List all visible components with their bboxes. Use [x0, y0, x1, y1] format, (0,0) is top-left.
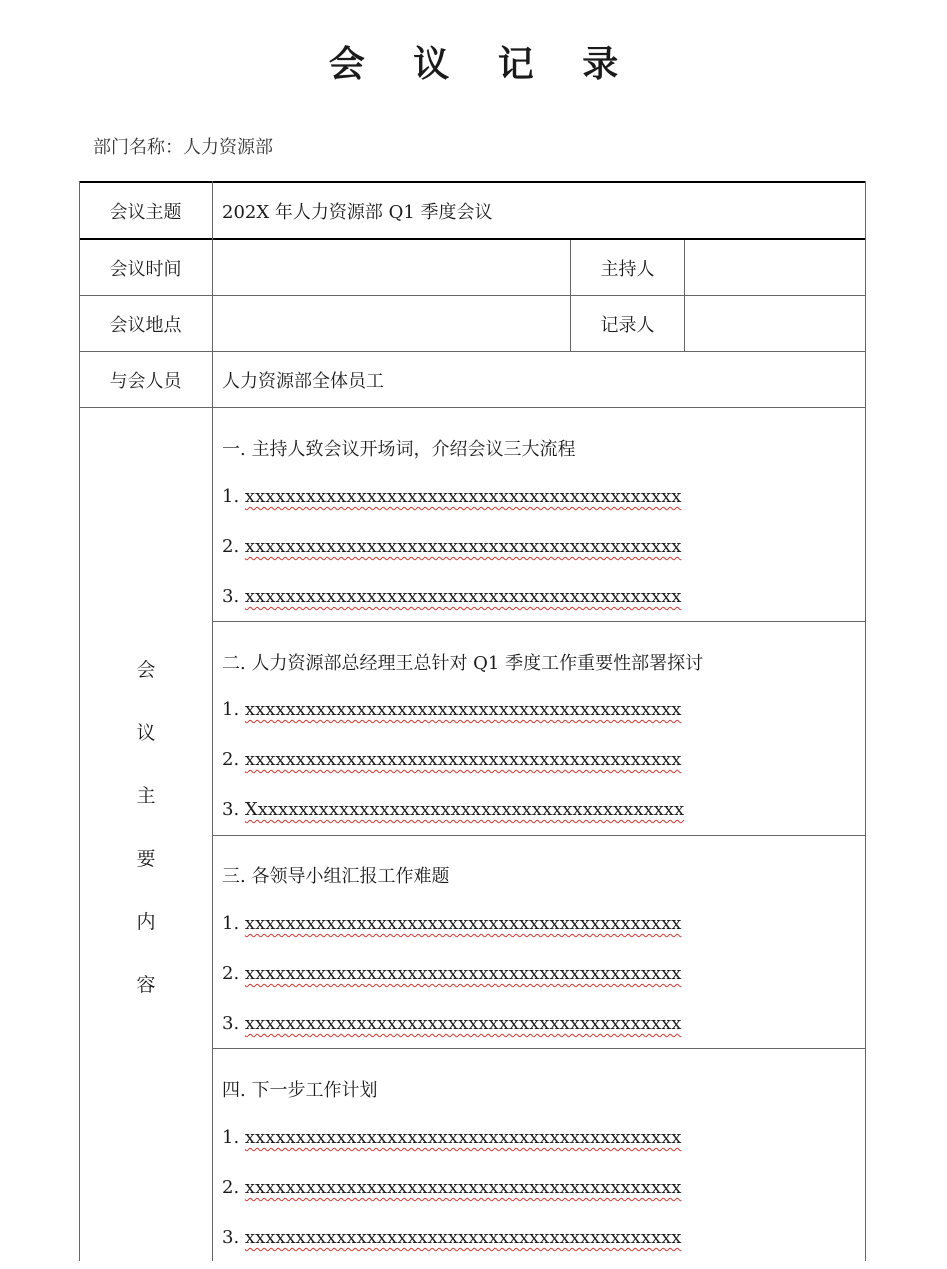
item-number: 3. — [222, 586, 240, 607]
section-divider — [213, 835, 866, 836]
list-item[interactable] — [222, 1127, 681, 1148]
item-text: xxxxxxxxxxxxxxxxxxxxxxxxxxxxxxxxxxxxxxxxxxx — [244, 913, 682, 934]
department-label: 部门名称： — [93, 137, 183, 158]
list-item[interactable] — [222, 1227, 681, 1248]
recorder-label: 记录人 — [600, 314, 655, 336]
item-number: 1. — [222, 1127, 240, 1148]
item-number: 3. — [222, 1227, 240, 1248]
content-label-char: 议 — [136, 722, 156, 744]
section-divider — [213, 1048, 866, 1049]
list-item[interactable] — [222, 699, 681, 720]
time-value[interactable] — [222, 240, 562, 295]
item-number: 1. — [222, 699, 240, 720]
content-label-char: 主 — [136, 785, 156, 807]
content-label-char: 内 — [136, 911, 156, 933]
item-number: 1. — [222, 913, 240, 934]
item-text: xxxxxxxxxxxxxxxxxxxxxxxxxxxxxxxxxxxxxxxxxxx — [244, 1013, 682, 1034]
department-line — [93, 133, 273, 159]
row-divider — [79, 407, 866, 408]
list-item[interactable] — [222, 536, 681, 557]
document-title: 会 议 记 录 — [328, 43, 637, 85]
content-label-char: 容 — [136, 974, 156, 996]
host-value[interactable] — [694, 240, 859, 295]
item-text: xxxxxxxxxxxxxxxxxxxxxxxxxxxxxxxxxxxxxxxxxxx — [244, 486, 682, 507]
content-label-char: 会 — [136, 659, 156, 681]
item-number: 3. — [222, 1013, 240, 1034]
item-text: xxxxxxxxxxxxxxxxxxxxxxxxxxxxxxxxxxxxxxxxxxx — [244, 536, 682, 557]
item-number: 2. — [222, 1177, 240, 1198]
item-text: xxxxxxxxxxxxxxxxxxxxxxxxxxxxxxxxxxxxxxxxxxx — [244, 963, 682, 984]
item-number: 2. — [222, 536, 240, 557]
meeting-record-table — [79, 181, 866, 1261]
item-number: 1. — [222, 486, 240, 507]
department-value: 人力资源部 — [183, 137, 273, 158]
list-item[interactable] — [222, 486, 681, 507]
content-label-char: 要 — [136, 848, 156, 870]
list-item[interactable] — [222, 586, 681, 607]
location-value[interactable] — [222, 296, 562, 351]
list-item[interactable] — [222, 749, 681, 770]
subject-label: 会议主题 — [109, 201, 182, 223]
table-right-border — [865, 181, 866, 1261]
item-text: xxxxxxxxxxxxxxxxxxxxxxxxxxxxxxxxxxxxxxxxxxx — [244, 586, 682, 607]
section-title: 一. 主持人致会议开场词，介绍会议三大流程 — [222, 439, 576, 460]
content-label — [79, 659, 213, 1037]
list-item[interactable] — [222, 963, 681, 984]
item-number: 2. — [222, 749, 240, 770]
host-label: 主持人 — [600, 258, 655, 280]
list-item[interactable] — [222, 913, 681, 934]
list-item[interactable] — [222, 799, 684, 820]
item-text: xxxxxxxxxxxxxxxxxxxxxxxxxxxxxxxxxxxxxxxxxxx — [244, 699, 682, 720]
subject-value[interactable]: 202X 年人力资源部 Q1 季度会议 — [222, 201, 493, 223]
section-divider — [213, 621, 866, 622]
item-text: xxxxxxxxxxxxxxxxxxxxxxxxxxxxxxxxxxxxxxxxxxx — [244, 1127, 682, 1148]
item-number: 2. — [222, 963, 240, 984]
section-title: 二. 人力资源部总经理王总针对 Q1 季度工作重要性部署探讨 — [222, 653, 704, 674]
section-title: 四. 下一步工作计划 — [222, 1080, 378, 1101]
item-text: xxxxxxxxxxxxxxxxxxxxxxxxxxxxxxxxxxxxxxxxxxx — [244, 1227, 682, 1248]
list-item[interactable] — [222, 1013, 681, 1034]
item-number: 3. — [222, 799, 240, 820]
attendees-value[interactable]: 人力资源部全体员工 — [222, 370, 384, 392]
time-label: 会议时间 — [109, 258, 182, 280]
location-label: 会议地点 — [109, 314, 182, 336]
list-item[interactable] — [222, 1177, 681, 1198]
item-text: xxxxxxxxxxxxxxxxxxxxxxxxxxxxxxxxxxxxxxxxxxx — [244, 1177, 682, 1198]
recorder-value[interactable] — [694, 296, 859, 351]
item-text: Xxxxxxxxxxxxxxxxxxxxxxxxxxxxxxxxxxxxxxxxxxx — [244, 799, 685, 820]
item-text: xxxxxxxxxxxxxxxxxxxxxxxxxxxxxxxxxxxxxxxxxxx — [244, 749, 682, 770]
attendees-label: 与会人员 — [109, 370, 182, 392]
section-title: 三. 各领导小组汇报工作难题 — [222, 866, 450, 887]
